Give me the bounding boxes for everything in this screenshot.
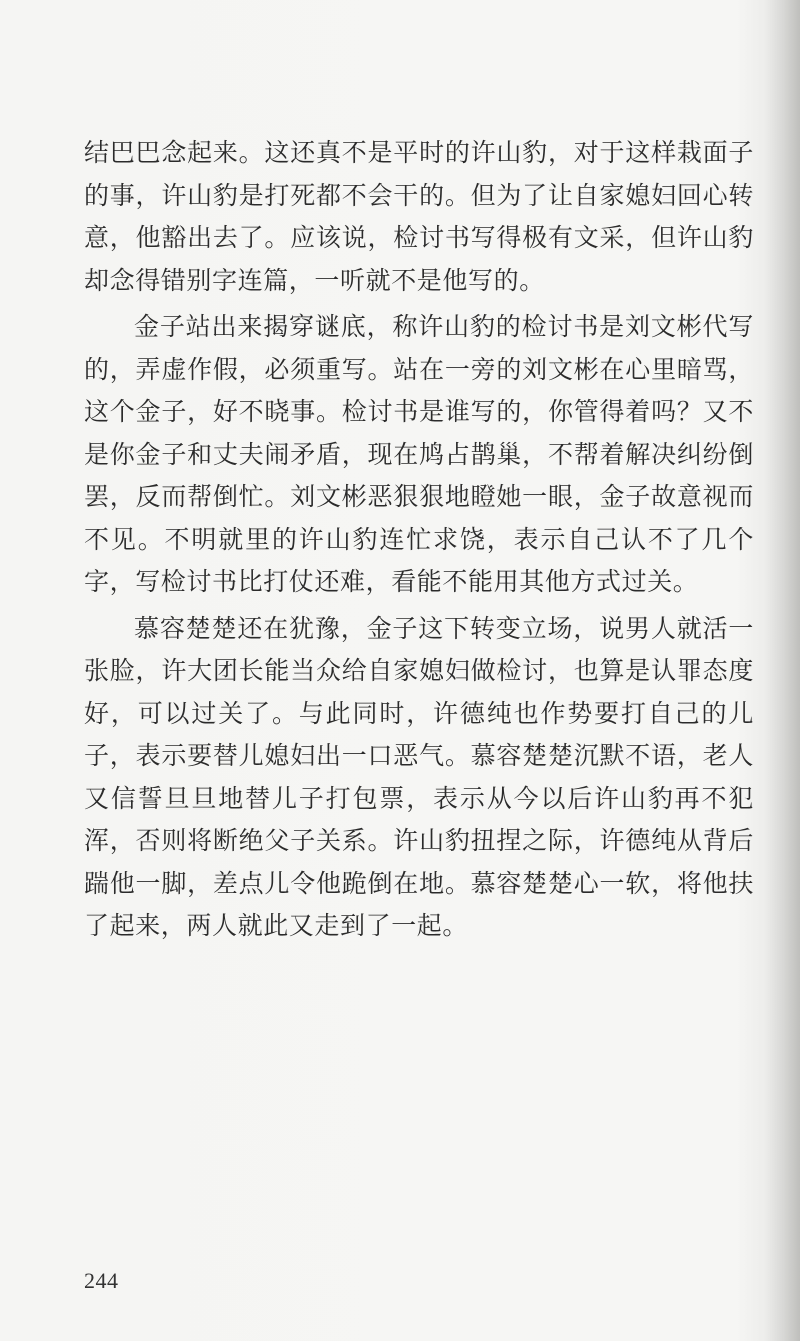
body-text (84, 132, 754, 952)
paragraph: 慕容楚楚还在犹豫，金子这下转变立场，说男人就活一张脸，许大团长能当众给自家媳妇做检讨，也算是认罪态度好，可以过关了。与此同时，许德纯也作势要打自己的儿子，表示要替儿媳妇出一口恶气。慕容楚楚沉默不语，老人又信誓旦旦地替儿子打包票，表示从今以后许山豹再不犯浑，否则将断绝父子关系。许山豹扭捏之际，许德纯从背后踹他一脚，差点儿令他跪倒在地。慕容楚楚心一软，将他扶了起来，两人就此又走到了一起。 (84, 613, 754, 940)
spine-shadow (764, 0, 800, 1341)
paragraph: 金子站出来揭穿谜底，称许山豹的检讨书是刘文彬代写的，弄虚作假，必须重写。站在一旁的刘文彬在心里暗骂，这个金子，好不晓事。检讨书是谁写的，你管得着吗？又不是你金子和丈夫闹矛盾，现在鸠占鹊巢，不帮着解决纠纷倒罢，反而帮倒忙。刘文彬恶狠狠地瞪她一眼，金子故意视而不见。不明就里的许山豹连忙求饶，表示自己认不了几个字，写检讨书比打仗还难，看能不能用其他方式过关。 (84, 312, 754, 596)
page-number: 244 (84, 1268, 119, 1293)
paragraph-continued: 结巴巴念起来。这还真不是平时的许山豹，对于这样栽面子的事，许山豹是打死都不会干的。但为了让自家媳妇回心转意，他豁出去了。应该说，检讨书写得极有文采，但许山豹却念得错别字连篇，一听就不是他写的。 (84, 138, 754, 295)
